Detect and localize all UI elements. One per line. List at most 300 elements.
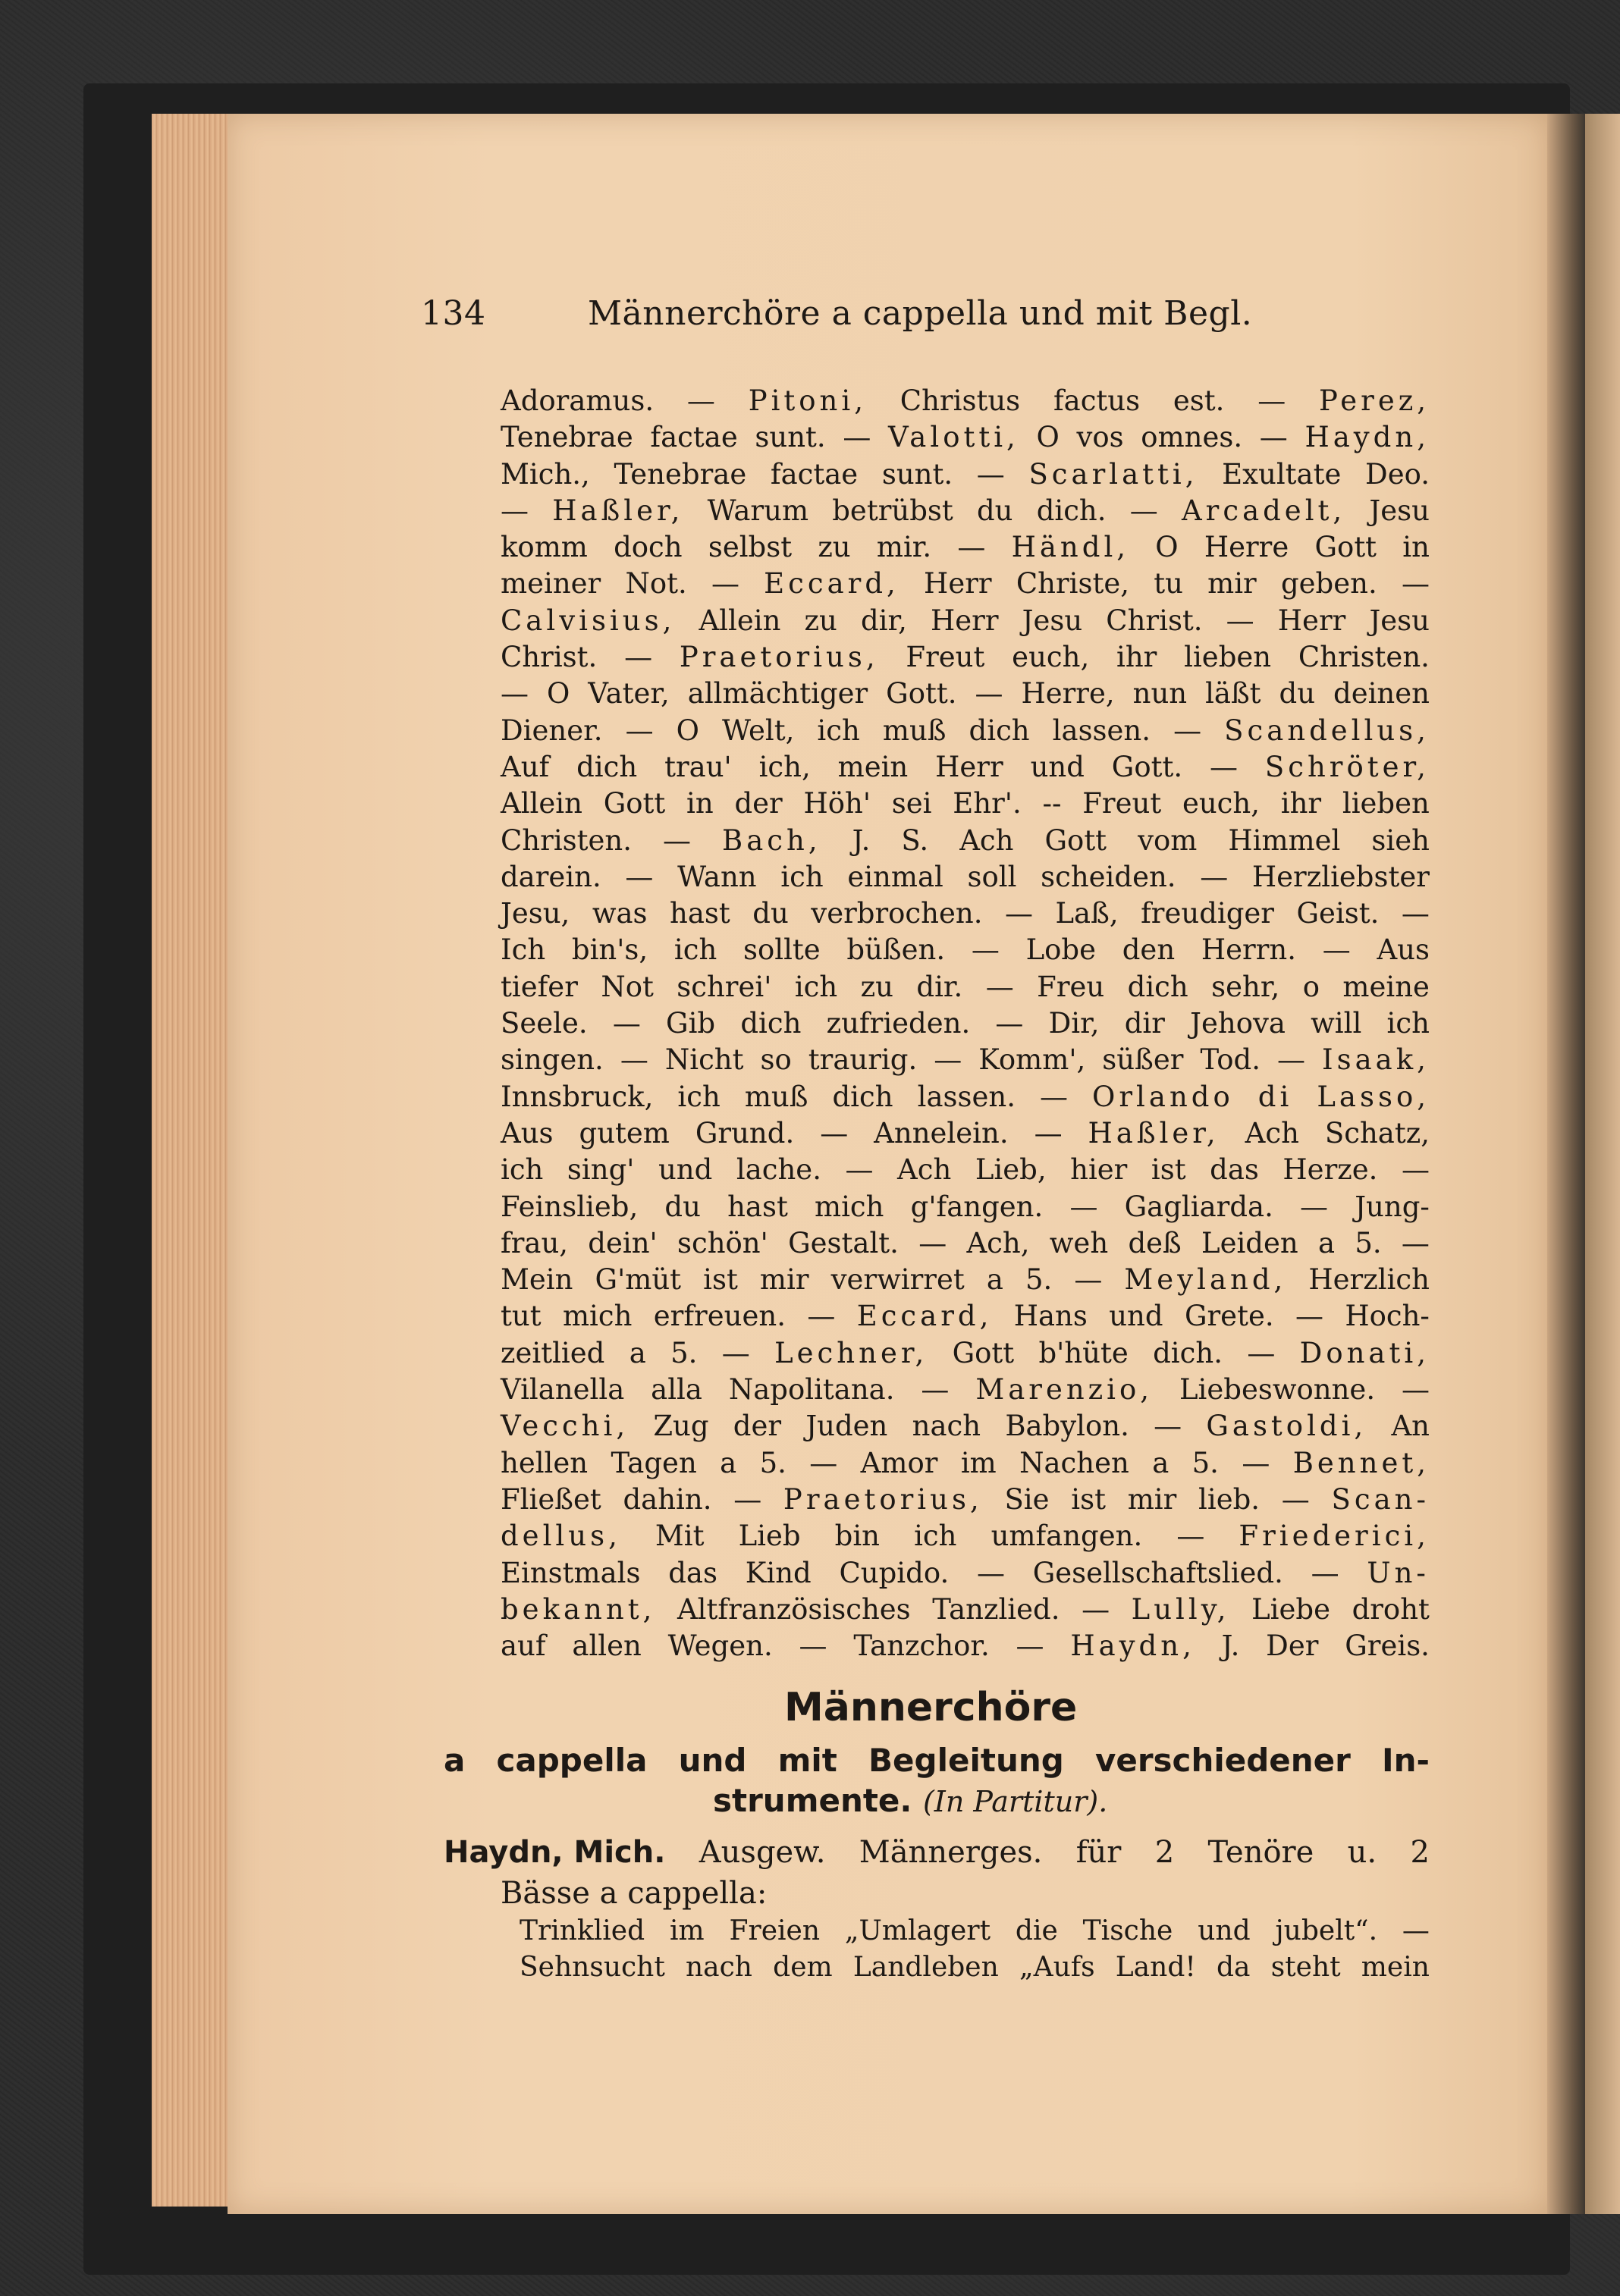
- word: lieben: [1342, 787, 1430, 820]
- word: Herze.: [1282, 1153, 1378, 1187]
- word: dir.: [916, 970, 963, 1003]
- word: und: [1198, 1915, 1251, 1946]
- word: Höh': [803, 787, 871, 820]
- word: —: [1281, 1482, 1310, 1516]
- word: Haßler,: [1088, 1116, 1220, 1150]
- text-line: [501, 1335, 1430, 1372]
- word: vom: [1138, 823, 1198, 857]
- word: Cupido.: [839, 1556, 950, 1589]
- word: Lechner,: [774, 1336, 928, 1369]
- word: Warum: [707, 494, 809, 527]
- text-line: [501, 1079, 1430, 1115]
- word: —: [625, 860, 654, 893]
- word: singen.: [501, 1043, 604, 1077]
- word: Donati,: [1299, 1336, 1430, 1369]
- word: Scan-: [1331, 1482, 1430, 1516]
- word: —: [501, 677, 529, 710]
- word: euch,: [1012, 641, 1090, 674]
- word: Juden: [805, 1410, 888, 1443]
- word: dich: [969, 714, 1030, 747]
- word: dich.: [1036, 494, 1107, 527]
- word: hier: [1070, 1153, 1128, 1187]
- text-line: [501, 786, 1430, 822]
- word: Valotti,: [887, 421, 1019, 454]
- word: Bennet,: [1292, 1446, 1430, 1479]
- word: —: [620, 1043, 648, 1077]
- text-line: [501, 859, 1430, 896]
- entry-heading: [444, 1835, 1430, 1870]
- text-line: [501, 1189, 1430, 1225]
- word: Freut: [906, 641, 985, 674]
- word: Freien: [729, 1915, 821, 1946]
- text-line: [501, 1482, 1430, 1518]
- word: Christus: [899, 384, 1021, 417]
- word: in: [686, 787, 714, 820]
- word: —: [1322, 933, 1351, 967]
- word: tu: [1154, 567, 1183, 601]
- word: Meyland,: [1124, 1263, 1287, 1297]
- word: Nicht: [664, 1043, 744, 1077]
- word: und: [678, 1742, 747, 1779]
- word: Begleitung: [868, 1742, 1064, 1779]
- word: Gott.: [886, 677, 957, 710]
- word: Aus: [501, 1116, 554, 1150]
- word: 5.: [1191, 1446, 1219, 1479]
- section-subheading: [444, 1742, 1430, 1779]
- word: —: [1259, 421, 1288, 454]
- word: --: [1042, 787, 1062, 820]
- word: lieben: [1184, 641, 1272, 674]
- word: —: [985, 970, 1014, 1003]
- word: deß: [1128, 1226, 1182, 1259]
- word: —: [1242, 1446, 1270, 1479]
- text-line: [501, 456, 1430, 493]
- word: Exultate: [1222, 457, 1342, 491]
- word: soll: [967, 860, 1017, 893]
- entry-composer: Haydn, Mich.: [444, 1835, 666, 1870]
- word: —: [1402, 1373, 1430, 1407]
- word: ist: [1151, 1153, 1186, 1187]
- word: —: [1173, 714, 1202, 747]
- word: sehr,: [1211, 970, 1280, 1003]
- word: Babylon.: [1005, 1410, 1129, 1443]
- word: jubelt“.: [1275, 1915, 1378, 1946]
- word: —: [843, 421, 871, 454]
- word: Bach,: [722, 823, 821, 857]
- word: Gesellschaftslied.: [1032, 1556, 1283, 1589]
- word: a: [986, 1263, 1003, 1297]
- page-number: 134: [421, 294, 486, 333]
- word: Lieb: [738, 1520, 801, 1553]
- word: Haydn,: [1304, 421, 1430, 454]
- word: —: [686, 384, 715, 417]
- word: Liebe: [1251, 1592, 1330, 1626]
- word: Vater,: [588, 677, 670, 710]
- word: sunt.: [881, 457, 953, 491]
- word: umfangen.: [991, 1520, 1143, 1553]
- word: Hans: [1013, 1300, 1088, 1333]
- word: —: [1129, 494, 1158, 527]
- word: gutem: [579, 1116, 670, 1150]
- word: Ach: [959, 823, 1014, 857]
- word: verschiedener: [1094, 1742, 1351, 1779]
- word: Tanzchor.: [853, 1629, 990, 1663]
- word: —: [820, 1116, 849, 1150]
- word: Liebeswonne.: [1179, 1373, 1376, 1407]
- word: Marenzio,: [975, 1373, 1154, 1407]
- text-line: [501, 969, 1430, 1005]
- word: Feinslieb,: [501, 1190, 639, 1223]
- word: hast: [727, 1190, 788, 1223]
- word: Isaak,: [1322, 1043, 1430, 1077]
- word: Gestalt.: [788, 1226, 899, 1259]
- word: Nachen: [1019, 1446, 1129, 1479]
- word: schön': [677, 1226, 768, 1259]
- word: Eccard,: [856, 1300, 993, 1333]
- word: Adoramus.: [501, 384, 655, 417]
- word: —: [1016, 1629, 1044, 1663]
- text-line: [501, 1042, 1430, 1078]
- word: dich.: [1153, 1336, 1223, 1369]
- word: Trinklied: [520, 1915, 645, 1946]
- word: den: [1122, 933, 1176, 967]
- word: dich: [576, 750, 638, 783]
- word: Schatz,: [1324, 1116, 1430, 1150]
- entry-scoring: Bässe a cappella:: [501, 1876, 768, 1911]
- word: Friederici,: [1239, 1520, 1430, 1553]
- word: Gib: [666, 1007, 716, 1040]
- word: b'hüte: [1038, 1336, 1129, 1369]
- word: Eccard,: [764, 567, 899, 601]
- word: ich: [1386, 1007, 1430, 1040]
- word: deinen: [1333, 677, 1430, 710]
- word: alla: [651, 1373, 702, 1407]
- word: —: [1074, 1263, 1103, 1297]
- word: Mich.,: [501, 457, 590, 491]
- text-line: [501, 1005, 1430, 1042]
- word: sollte: [743, 933, 821, 967]
- word: Sehnsucht: [520, 1952, 665, 1984]
- book-gutter: [1547, 114, 1590, 2214]
- word: Allein: [501, 787, 582, 820]
- word: ich: [780, 860, 824, 893]
- word: Napolitana.: [728, 1373, 895, 1407]
- word: —: [721, 1336, 750, 1369]
- word: dir: [1124, 1007, 1165, 1040]
- text-line: [501, 1408, 1430, 1444]
- word: factae: [650, 421, 738, 454]
- word: Kind: [745, 1556, 812, 1589]
- word: sei: [891, 787, 932, 820]
- word: —: [1401, 567, 1430, 601]
- word: nach: [912, 1410, 981, 1443]
- word: —: [1401, 1153, 1430, 1187]
- word: mich: [815, 1190, 884, 1223]
- word: Der: [1266, 1629, 1319, 1663]
- word: freudiger: [1141, 897, 1274, 930]
- word: —: [807, 1300, 836, 1333]
- word: O: [546, 677, 570, 710]
- word: Deo.: [1365, 457, 1430, 491]
- text-line: [501, 1592, 1430, 1628]
- word: Freut: [1082, 787, 1162, 820]
- word: Ehr'.: [953, 787, 1022, 820]
- word: —: [1401, 1226, 1430, 1259]
- word: Annelein.: [874, 1116, 1009, 1150]
- word: —: [1276, 1043, 1305, 1077]
- word: Schröter,: [1264, 750, 1430, 783]
- word: tiefer: [501, 970, 578, 1003]
- word: Jesu: [1369, 494, 1430, 527]
- word: Diener.: [501, 714, 603, 747]
- entry-contents: [520, 1913, 1430, 1987]
- word: Orlando: [1092, 1080, 1234, 1113]
- text-line: [501, 1555, 1430, 1592]
- word: est.: [1173, 384, 1225, 417]
- word: —: [501, 494, 529, 527]
- word: einmal: [847, 860, 943, 893]
- word: Wegen.: [667, 1629, 773, 1663]
- word: —: [1401, 897, 1430, 930]
- word: —: [1247, 1336, 1276, 1369]
- word: dich: [1127, 970, 1188, 1003]
- word: der: [733, 1410, 782, 1443]
- word: Innsbruck,: [501, 1080, 654, 1113]
- word: und: [1109, 1300, 1163, 1333]
- word: Tenöre: [1207, 1835, 1314, 1870]
- text-line: [501, 749, 1430, 786]
- word: G'müt: [595, 1263, 682, 1297]
- word: Tanzlied.: [932, 1592, 1060, 1626]
- word: Christen.: [501, 823, 633, 857]
- word: zu: [818, 531, 851, 564]
- text-line: [501, 713, 1430, 749]
- word: 2: [1410, 1835, 1430, 1870]
- word: Gott: [603, 787, 666, 820]
- subheading-note: (In Partitur).: [922, 1785, 1108, 1818]
- text-line: [501, 676, 1430, 712]
- text-line: [501, 1372, 1430, 1408]
- word: Lobe: [1025, 933, 1097, 967]
- word: Christ.: [1106, 604, 1203, 637]
- word: hast: [670, 897, 730, 930]
- word: Altfranzösisches: [677, 1592, 911, 1626]
- word: zu: [804, 604, 837, 637]
- word: Grund.: [695, 1116, 795, 1150]
- text-line: [501, 1628, 1430, 1664]
- word: die: [1015, 1915, 1058, 1946]
- word: Christe,: [1016, 567, 1129, 601]
- word: zu: [860, 970, 893, 1003]
- word: muß: [744, 1080, 808, 1113]
- word: ihr: [1116, 641, 1157, 674]
- word: läßt: [1205, 677, 1261, 710]
- word: —: [971, 933, 1000, 967]
- word: ihr: [1280, 787, 1322, 820]
- word: vos: [1076, 421, 1124, 454]
- word: Pitoni,: [748, 384, 867, 417]
- word: —: [1311, 1556, 1339, 1589]
- word: Gott.: [1111, 750, 1183, 783]
- word: Gott: [1044, 823, 1107, 857]
- word: ich: [794, 970, 838, 1003]
- word: J.: [1221, 1629, 1240, 1663]
- word: ich,: [758, 750, 811, 783]
- word: mein: [1361, 1952, 1430, 1984]
- word: di: [1257, 1080, 1293, 1113]
- text-line: [501, 566, 1430, 602]
- word: Zug: [653, 1410, 709, 1443]
- word: —: [1004, 897, 1033, 930]
- word: factus: [1053, 384, 1141, 417]
- word: ist: [703, 1263, 738, 1297]
- word: scheiden.: [1041, 860, 1176, 893]
- word: Mein: [501, 1263, 573, 1297]
- word: du: [1279, 677, 1316, 710]
- word: —: [976, 1556, 1005, 1589]
- word: Landleben: [852, 1952, 999, 1984]
- word: doch: [614, 531, 683, 564]
- text-line: [501, 639, 1430, 676]
- word: —: [612, 1007, 641, 1040]
- word: —: [976, 457, 1005, 491]
- word: büßen.: [846, 933, 946, 967]
- word: Not.: [625, 567, 687, 601]
- word: —: [1210, 750, 1239, 783]
- word: Gott: [952, 1336, 1015, 1369]
- word: S.: [901, 823, 929, 857]
- word: Land!: [1115, 1952, 1196, 1984]
- word: Vecchi,: [501, 1410, 629, 1443]
- word: für: [1075, 1835, 1122, 1870]
- word: 5.: [1355, 1226, 1382, 1259]
- text-line: [501, 1225, 1430, 1262]
- word: Welt,: [722, 714, 795, 747]
- word: süßer: [1102, 1043, 1184, 1077]
- word: weh: [1049, 1226, 1109, 1259]
- word: so: [760, 1043, 792, 1077]
- word: nun: [1132, 677, 1188, 710]
- word: meine: [1342, 970, 1430, 1003]
- word: Tische: [1082, 1915, 1173, 1946]
- word: —: [809, 1446, 838, 1479]
- word: sieh: [1371, 823, 1430, 857]
- word: selbst: [708, 531, 793, 564]
- word: Greis.: [1345, 1629, 1430, 1663]
- text-line: [520, 1913, 1430, 1949]
- word: „Umlagert: [844, 1915, 991, 1946]
- text-line: [501, 932, 1430, 968]
- word: dich: [832, 1080, 893, 1113]
- word: Praetorius,: [783, 1482, 983, 1516]
- word: darein.: [501, 860, 601, 893]
- word: —: [1200, 860, 1229, 893]
- word: Sie: [1004, 1482, 1050, 1516]
- word: Tenebrae: [501, 421, 633, 454]
- word: —: [1034, 1116, 1063, 1150]
- word: droht: [1352, 1592, 1430, 1626]
- word: Wann: [677, 860, 757, 893]
- word: Ich: [501, 933, 546, 967]
- word: Haßler,: [552, 494, 684, 527]
- word: euch,: [1182, 787, 1260, 820]
- word: a: [629, 1336, 646, 1369]
- word: 5.: [759, 1446, 786, 1479]
- word: —: [995, 1007, 1024, 1040]
- word: Dir,: [1048, 1007, 1100, 1040]
- word: O: [1155, 531, 1179, 564]
- word: in: [1402, 531, 1430, 564]
- word: —: [1069, 1190, 1098, 1223]
- text-line: [501, 1152, 1430, 1188]
- word: im: [960, 1446, 997, 1479]
- word: steht: [1270, 1952, 1341, 1984]
- word: —: [921, 1373, 950, 1407]
- word: Calvisius,: [501, 604, 676, 637]
- word: Geist.: [1296, 897, 1380, 930]
- word: J.: [852, 823, 871, 857]
- word: u.: [1347, 1835, 1377, 1870]
- word: mir: [1127, 1482, 1177, 1516]
- word: du: [976, 494, 1013, 527]
- word: Gastoldi,: [1206, 1410, 1367, 1443]
- word: O: [1036, 421, 1060, 454]
- word: verwirret: [830, 1263, 965, 1297]
- word: lieb.: [1198, 1482, 1261, 1516]
- word: nach: [685, 1952, 752, 1984]
- word: Tagen: [611, 1446, 697, 1479]
- word: Haydn,: [1070, 1629, 1195, 1663]
- word: Aus: [1377, 933, 1430, 967]
- word: mein: [837, 750, 909, 783]
- word: Amor: [860, 1446, 938, 1479]
- word: allen: [572, 1629, 642, 1663]
- word: 5.: [1025, 1263, 1053, 1297]
- text-line: [501, 529, 1430, 566]
- word: Herr: [935, 750, 1003, 783]
- word: —: [1402, 1915, 1430, 1946]
- word: —: [799, 1629, 827, 1663]
- text-line: [501, 896, 1430, 932]
- word: Lully,: [1131, 1592, 1230, 1626]
- word: das: [1210, 1153, 1259, 1187]
- word: dir,: [860, 604, 907, 637]
- text-line: [501, 1445, 1430, 1482]
- word: Gagliarda.: [1124, 1190, 1273, 1223]
- word: da: [1217, 1952, 1251, 1984]
- text-line: [501, 419, 1430, 456]
- word: Not: [601, 970, 654, 1003]
- word: In-: [1382, 1742, 1430, 1779]
- word: Ach: [1245, 1116, 1299, 1150]
- word: —: [1082, 1592, 1110, 1626]
- word: Laß,: [1055, 897, 1119, 930]
- section-subheading-cont: [713, 1782, 1107, 1819]
- facing-page-edge: [1585, 114, 1620, 2214]
- word: factae: [770, 457, 859, 491]
- word: ich: [817, 714, 860, 747]
- word: Tod.: [1200, 1043, 1261, 1077]
- word: Mit: [655, 1520, 705, 1553]
- word: muß: [882, 714, 947, 747]
- text-line: [501, 1518, 1430, 1554]
- word: Herr: [924, 567, 992, 601]
- word: traurig.: [808, 1043, 918, 1077]
- word: Jesu: [1369, 604, 1430, 637]
- word: ich: [673, 933, 717, 967]
- word: Lieb,: [975, 1153, 1047, 1187]
- word: Herrn.: [1201, 933, 1297, 967]
